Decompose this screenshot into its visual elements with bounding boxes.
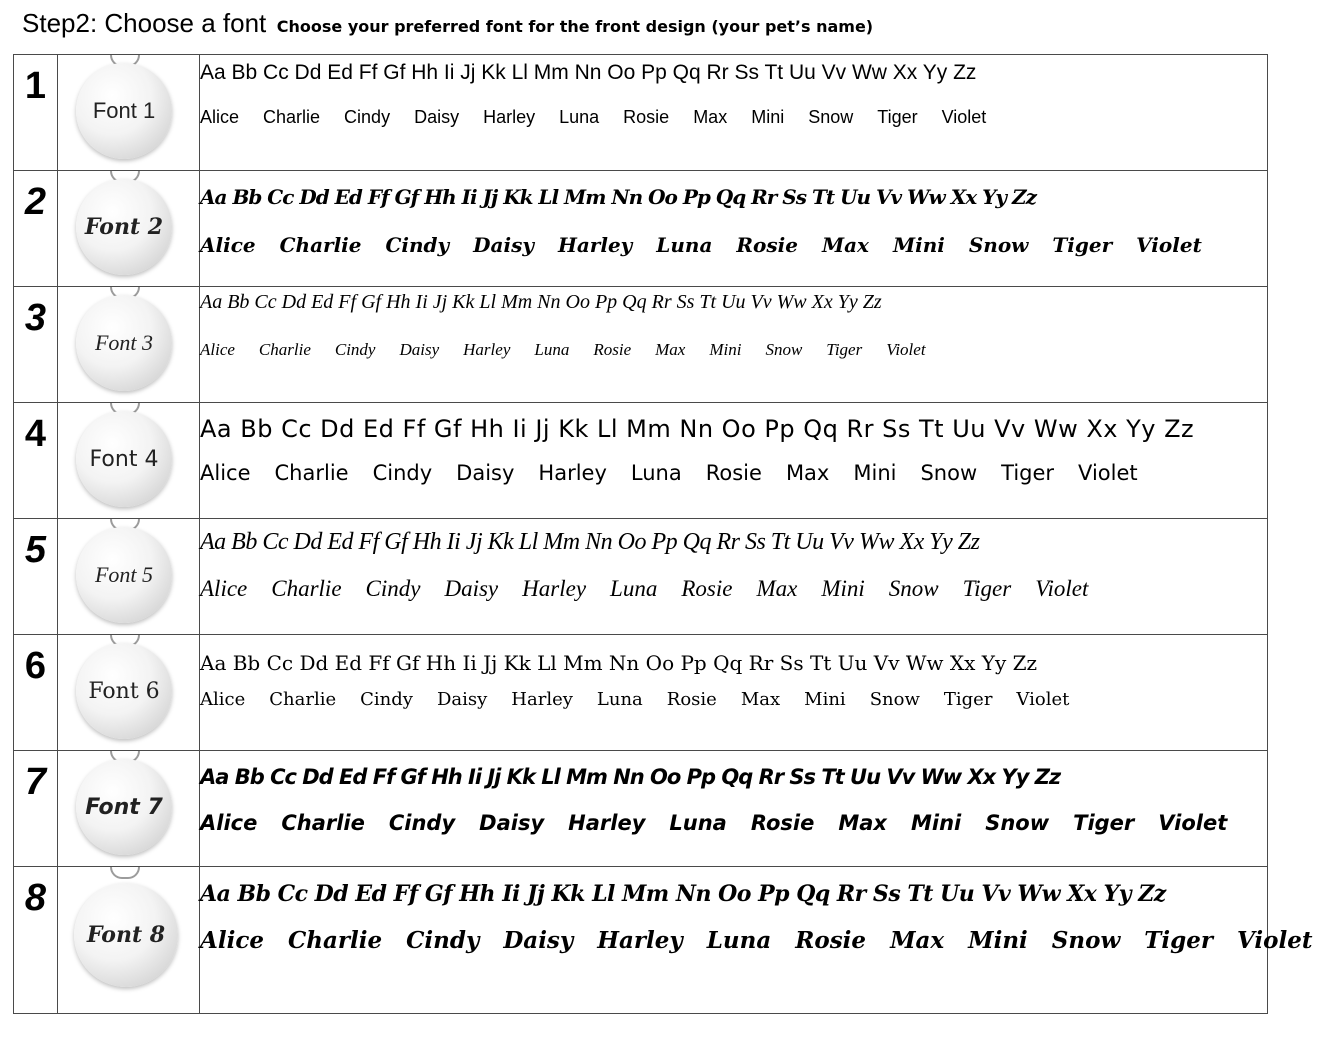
name-sample: Max [655, 340, 686, 359]
pendant-label: Font 6 [88, 678, 160, 704]
name-sample: Tiger [1144, 927, 1213, 954]
name-sample: Harley [463, 340, 511, 359]
alphabet-sample: Aa Bb Cc Dd Ed Ff Gf Hh Ii Jj Kk Ll Mm Nn Oo Pp Qq Rr Ss Tt Uu Vv Ww Xx Yy Zz [200, 415, 1195, 443]
name-samples [200, 340, 1267, 360]
name-sample: Tiger [1001, 461, 1055, 485]
font-row[interactable] [14, 519, 1268, 635]
font-row[interactable] [14, 55, 1268, 171]
name-sample: Snow [1051, 927, 1121, 954]
name-sample: Rosie [666, 689, 717, 710]
name-sample: Violet [941, 107, 987, 127]
name-sample: Daisy [436, 689, 488, 710]
name-sample: Snow [765, 340, 803, 359]
name-sample: Alice [200, 576, 248, 601]
font-sample-cell [200, 55, 1268, 171]
name-samples [200, 689, 1267, 710]
name-sample: Luna [656, 233, 713, 257]
name-sample: Rosie [750, 811, 815, 835]
name-sample: Charlie [271, 576, 342, 601]
font-number: 7 [24, 761, 47, 803]
pendant-label: Font 7 [85, 794, 163, 820]
name-sample: Rosie [593, 340, 632, 359]
name-samples [200, 461, 1267, 485]
name-sample: Violet [1016, 689, 1070, 710]
pendant-tag-icon [76, 527, 172, 623]
pendant-cell [58, 55, 200, 171]
name-sample: Harley [557, 233, 633, 257]
font-sample-cell [200, 867, 1313, 1014]
name-sample: Snow [968, 233, 1029, 257]
name-sample: Luna [706, 927, 772, 954]
font-number-cell [14, 635, 58, 751]
name-sample: Cindy [365, 576, 421, 601]
name-sample: Alice [200, 107, 240, 127]
name-sample: Harley [483, 107, 536, 127]
name-sample: Snow [808, 107, 854, 127]
pendant-cell [58, 519, 200, 635]
name-sample: Alice [200, 340, 235, 359]
pendant-label: Font 3 [94, 330, 154, 355]
pendant-tag-icon [76, 759, 172, 855]
pendant-ring-icon [110, 867, 140, 879]
name-sample: Max [838, 811, 887, 835]
name-samples [200, 576, 1267, 602]
font-row[interactable] [14, 403, 1268, 519]
pendant-label: Font 5 [94, 562, 154, 587]
font-number: 6 [24, 645, 47, 687]
pendant-tag-icon [76, 643, 172, 739]
name-sample: Cindy [406, 927, 480, 954]
font-number-cell [14, 867, 58, 1014]
font-number-cell [14, 55, 58, 171]
name-sample: Rosie [736, 233, 798, 257]
name-sample: Daisy [414, 107, 460, 127]
pendant-cell [58, 171, 200, 287]
name-sample: Mini [804, 689, 846, 710]
name-sample: Harley [511, 689, 573, 710]
alphabet-sample: Aa Bb Cc Dd Ed Ff Gf Hh Ii Jj Kk Ll Mm Nn Oo Pp Qq Rr Ss Tt Uu Vv Ww Xx Yy Zz [200, 651, 1038, 675]
pendant-tag-icon [76, 411, 172, 507]
font-row[interactable] [14, 751, 1268, 867]
name-sample: Mini [709, 340, 742, 359]
name-sample: Luna [534, 340, 570, 359]
name-samples [200, 233, 1267, 257]
name-sample: Max [890, 927, 945, 954]
step-subtitle: Choose your preferred font for the front design (your pet’s name) [276, 17, 874, 36]
name-sample: Cindy [360, 689, 413, 710]
name-sample: Luna [559, 107, 600, 127]
font-sample-cell [200, 751, 1268, 867]
pendant-label: Font 8 [86, 922, 166, 948]
pendant-tag-icon [76, 295, 172, 391]
font-number: 2 [24, 181, 47, 223]
name-sample: Alice [200, 927, 264, 954]
name-sample: Charlie [279, 233, 362, 257]
name-sample: Mini [853, 461, 897, 485]
alphabet-sample: Aa Bb Cc Dd Ed Ff Gf Hh Ii Jj Kk Ll Mm Nn Oo Pp Qq Rr Ss Tt Uu Vv Ww Xx Yy Zz [200, 291, 882, 313]
name-sample: Tiger [877, 107, 918, 127]
name-sample: Luna [610, 576, 658, 601]
name-sample: Luna [669, 811, 727, 835]
font-number: 5 [24, 529, 47, 571]
step-title: Step2: Choose a font [22, 8, 267, 38]
alphabet-sample: Aa Bb Cc Dd Ed Ff Gf Hh Ii Jj Kk Ll Mm Nn Oo Pp Qq Rr Ss Tt Uu Vv Ww Xx Yy Zz [200, 881, 1166, 907]
name-sample: Mini [968, 927, 1028, 954]
page-heading [22, 8, 873, 39]
font-number: 3 [24, 297, 47, 339]
name-sample: Mini [910, 811, 962, 835]
alphabet-sample: Aa Bb Cc Dd Ed Ff Gf Hh Ii Jj Kk Ll Mm Nn Oo Pp Qq Rr Ss Tt Uu Vv Ww Xx Yy Zz [200, 185, 1036, 209]
alphabet-sample: Aa Bb Cc Dd Ed Ff Gf Hh Ii Jj Kk Ll Mm Nn Oo Pp Qq Rr Ss Tt Uu Vv Ww Xx Yy Zz [200, 61, 977, 84]
font-row[interactable] [14, 171, 1268, 287]
alphabet-sample: Aa Bb Cc Dd Ed Ff Gf Hh Ii Jj Kk Ll Mm Nn Oo Pp Qq Rr Ss Tt Uu Vv Ww Xx Yy Zz [200, 765, 1061, 789]
name-sample: Cindy [372, 461, 433, 485]
name-samples [200, 107, 1267, 128]
name-sample: Violet [886, 340, 926, 359]
name-sample: Snow [888, 576, 939, 601]
name-sample: Daisy [456, 461, 515, 485]
font-sample-cell [200, 171, 1268, 287]
name-sample: Snow [869, 689, 920, 710]
name-sample: Alice [200, 689, 246, 710]
name-sample: Cindy [334, 340, 376, 359]
pendant-cell [58, 751, 200, 867]
pendant-tag-icon [74, 883, 178, 987]
name-sample: Harley [597, 927, 683, 954]
pendant-tag-icon [76, 179, 172, 275]
name-sample: Cindy [385, 233, 450, 257]
pendant-label: Font 1 [92, 98, 156, 123]
name-sample: Charlie [258, 340, 311, 359]
name-sample: Daisy [479, 811, 545, 835]
font-number-cell [14, 287, 58, 403]
name-sample: Max [756, 576, 798, 601]
name-sample: Cindy [344, 107, 391, 127]
font-sample-cell [200, 403, 1268, 519]
font-row[interactable] [14, 287, 1268, 403]
alphabet-sample: Aa Bb Cc Dd Ed Ff Gf Hh Ii Jj Kk Ll Mm Nn Oo Pp Qq Rr Ss Tt Uu Vv Ww Xx Yy Zz [200, 529, 980, 555]
name-sample: Luna [596, 689, 643, 710]
name-sample: Tiger [1052, 233, 1113, 257]
name-sample: Harley [522, 576, 587, 601]
font-number: 4 [24, 413, 47, 455]
name-sample: Max [740, 689, 781, 710]
font-sample-cell [200, 519, 1268, 635]
name-sample: Daisy [399, 340, 440, 359]
name-samples [200, 811, 1267, 835]
name-sample: Daisy [444, 576, 499, 601]
name-sample: Alice [200, 461, 251, 485]
name-sample: Snow [985, 811, 1050, 835]
font-row[interactable] [14, 635, 1268, 751]
name-sample: Rosie [681, 576, 733, 601]
name-sample: Violet [1035, 576, 1089, 601]
name-sample: Luna [630, 461, 682, 485]
name-sample: Tiger [962, 576, 1012, 601]
name-sample: Violet [1136, 233, 1202, 257]
font-number-cell [14, 519, 58, 635]
name-sample: Violet [1236, 927, 1313, 954]
name-sample: Max [821, 233, 869, 257]
name-samples [200, 927, 1313, 954]
name-sample: Harley [568, 811, 646, 835]
name-sample: Charlie [274, 461, 349, 485]
pendant-cell [58, 635, 200, 751]
name-sample: Rosie [795, 927, 867, 954]
name-sample: Tiger [1073, 811, 1135, 835]
name-sample: Charlie [287, 927, 383, 954]
name-sample: Mini [751, 107, 785, 127]
font-number-cell [14, 171, 58, 287]
name-sample: Tiger [826, 340, 863, 359]
name-sample: Max [785, 461, 830, 485]
name-sample: Alice [200, 233, 256, 257]
name-sample: Snow [920, 461, 978, 485]
name-sample: Alice [200, 811, 258, 835]
font-number-cell [14, 403, 58, 519]
pendant-tag-icon [76, 63, 172, 159]
font-sample-cell [200, 635, 1268, 751]
name-sample: Violet [1078, 461, 1138, 485]
name-sample: Charlie [263, 107, 321, 127]
name-sample: Rosie [705, 461, 762, 485]
name-sample: Tiger [943, 689, 993, 710]
pendant-cell [58, 867, 200, 1014]
name-sample: Mini [821, 576, 865, 601]
font-sample-cell [200, 287, 1268, 403]
font-number-cell [14, 751, 58, 867]
name-sample: Cindy [388, 811, 456, 835]
name-sample: Violet [1158, 811, 1228, 835]
name-sample: Daisy [473, 233, 534, 257]
font-row[interactable] [14, 867, 1268, 1014]
name-sample: Mini [892, 233, 945, 257]
name-sample: Max [693, 107, 728, 127]
pendant-label: Font 4 [89, 446, 159, 472]
name-sample: Harley [538, 461, 607, 485]
pendant-label: Font 2 [84, 214, 164, 240]
name-sample: Charlie [281, 811, 365, 835]
font-number: 1 [24, 65, 47, 107]
font-table [13, 54, 1313, 1014]
name-sample: Rosie [623, 107, 670, 127]
pendant-cell [58, 287, 200, 403]
name-sample: Daisy [503, 927, 574, 954]
pendant-cell [58, 403, 200, 519]
name-sample: Charlie [269, 689, 337, 710]
font-number: 8 [24, 877, 47, 919]
